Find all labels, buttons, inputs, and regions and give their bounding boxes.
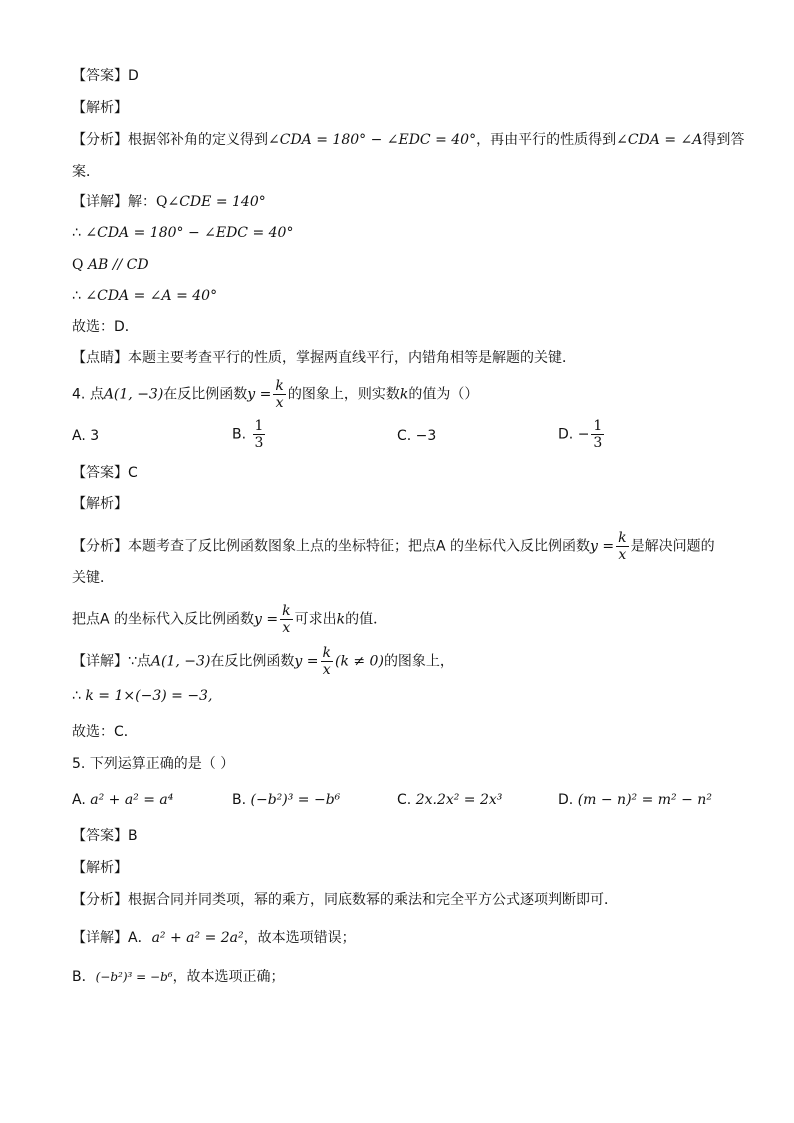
- answer-value: C: [128, 465, 138, 481]
- option-label: B．: [72, 969, 96, 985]
- q5-line-b: [72, 967, 285, 987]
- q4-fenxi-cont: 关键．: [72, 570, 114, 586]
- option-label: D.: [558, 792, 574, 808]
- frac-den: x: [282, 620, 291, 636]
- q3-fenxi-cont: 案．: [72, 164, 100, 180]
- point-a: A(1, −3): [103, 386, 164, 403]
- q5-analysis-label: 【解析】: [72, 860, 128, 876]
- fraction-k-over-x: [280, 603, 292, 636]
- question-number: 4.: [72, 386, 86, 403]
- line2-text-2: 可求出: [294, 611, 337, 628]
- q3-step2-line: [72, 223, 293, 243]
- line-b-text: ，故本选项正确；: [172, 969, 285, 985]
- option-math: 2x.2x² = 2x³: [415, 792, 503, 808]
- frac-num: 1: [593, 418, 603, 434]
- q4-option-b: [232, 418, 267, 451]
- line2-text: 把点A 的坐标代入反比例函数: [72, 611, 255, 628]
- q4-conclusion: 故选：C．: [72, 724, 138, 740]
- minus-sign: −: [577, 426, 590, 443]
- answer-tag: 【答案】: [72, 68, 128, 84]
- xiangjie-text: ∵点: [128, 653, 151, 670]
- fenxi-text-3: 得到答: [702, 132, 745, 148]
- q3-xiangjie-line: [72, 192, 266, 212]
- option-label: B.: [232, 426, 247, 443]
- step-3: AB // CD: [87, 257, 149, 273]
- condition: (k ≠ 0): [334, 653, 384, 670]
- answer-value: B: [128, 828, 138, 844]
- q5-option-d: [558, 790, 712, 810]
- q4-option-d: [558, 418, 606, 451]
- frac-den: x: [275, 395, 284, 411]
- xiangjie-tag: 【详解】: [72, 194, 128, 210]
- y-eq: y =: [254, 611, 279, 628]
- option-math: (m − n)² = m² − n²: [577, 792, 712, 808]
- q3-dianjing-line: [72, 348, 576, 368]
- fenxi-math-1: ∠CDA = 180° − ∠EDC = 40°: [268, 132, 477, 148]
- because-glyph: Q: [156, 194, 168, 210]
- q3-conclusion: 故选：D．: [72, 319, 139, 335]
- question-number: 5.: [72, 756, 86, 772]
- point-a: A(1, −3): [150, 653, 211, 670]
- frac-num: 1: [254, 418, 264, 434]
- dianjing-text: 本题主要考查平行的性质，掌握两直线平行，内错角相等是解题的关键．: [128, 350, 576, 366]
- frac-den: x: [322, 662, 331, 678]
- q5-option-c: [397, 790, 502, 810]
- because-glyph: Q: [72, 257, 84, 273]
- q5-fenxi-line: [72, 890, 618, 910]
- frac-den: x: [618, 547, 627, 563]
- step-2: ∠CDA = 180° − ∠EDC = 40°: [85, 225, 294, 241]
- q5-answer-line: [72, 826, 138, 846]
- xiangjie-text: A．: [128, 930, 152, 946]
- fenxi-math-2: ∠CDA = ∠A: [616, 132, 703, 148]
- y-eq: y =: [590, 538, 615, 555]
- xiangjie-text: 解：: [128, 194, 156, 210]
- therefore-symbol: ∴: [72, 688, 81, 704]
- xiangjie-text-2: ，故本选项错误；: [243, 930, 356, 946]
- fenxi-text: 根据合同并同类项，幂的乘方，同底数幂的乘法和完全平方公式逐项判断即可．: [128, 892, 618, 908]
- option-math: (−b²)³ = −b⁶: [250, 792, 341, 808]
- fraction-one-third: [591, 418, 604, 451]
- option-label: A.: [72, 792, 86, 808]
- fenxi-tag: 【分析】: [72, 538, 128, 555]
- var-k: k: [399, 386, 409, 403]
- fraction-k-over-x: [616, 530, 628, 563]
- q5-xiangjie-line: [72, 928, 356, 948]
- q4-option-a: A. 3: [72, 428, 100, 444]
- xiangjie-text-3: 的图象上，: [383, 653, 454, 670]
- fraction-one-third: [253, 418, 266, 451]
- step-1: k = 1×(−3) = −3,: [85, 688, 213, 704]
- answer-value: D: [128, 68, 139, 84]
- frac-num: k: [275, 378, 284, 394]
- stem-text-2: 在反比例函数: [163, 386, 248, 403]
- fenxi-text: 根据邻补角的定义得到: [128, 132, 268, 148]
- stem-text-3: 的图象上，则实数: [287, 386, 400, 403]
- frac-num: k: [322, 645, 331, 661]
- q4-answer-line: [72, 463, 138, 483]
- q3-fenxi-line: [72, 130, 744, 150]
- q3-analysis-label: 【解析】: [72, 100, 128, 116]
- xiangjie-text-2: 在反比例函数: [210, 653, 295, 670]
- dianjing-tag: 【点睛】: [72, 350, 128, 366]
- q4-step1-line: [72, 686, 212, 706]
- q3-step3-line: [72, 255, 149, 275]
- option-math: a² + a² = a⁴: [90, 792, 174, 808]
- q4-stem: [72, 378, 478, 411]
- fenxi-text-2: 是解决问题的: [630, 538, 715, 555]
- q4-option-c: C. −3: [397, 428, 437, 444]
- option-label: D.: [558, 426, 574, 443]
- q5-option-b: [232, 790, 340, 810]
- option-label: C.: [397, 792, 412, 808]
- q3-step4-line: [72, 286, 217, 306]
- frac-num: k: [618, 530, 627, 546]
- answer-tag: 【答案】: [72, 465, 128, 481]
- stem-text-4: 的值为（）: [408, 386, 479, 403]
- fraction-k-over-x: [321, 645, 333, 678]
- frac-den: 3: [254, 435, 264, 451]
- xiangjie-tag: 【详解】: [72, 930, 128, 946]
- frac-num: k: [282, 603, 291, 619]
- stem-text: 点: [89, 386, 104, 403]
- q4-xiangjie-line: [72, 645, 454, 678]
- frac-den: 3: [593, 435, 603, 451]
- y-eq: y =: [294, 653, 319, 670]
- q5-stem: [72, 754, 234, 774]
- y-eq: y =: [247, 386, 272, 403]
- fraction-k-over-x: [273, 378, 285, 411]
- line-b-math: (−b²)³ = −b⁶: [95, 970, 173, 984]
- therefore-symbol: ∴: [72, 288, 81, 304]
- var-k: k: [336, 611, 346, 628]
- answer-tag: 【答案】: [72, 828, 128, 844]
- line2-text-3: 的值．: [345, 611, 388, 628]
- fenxi-tag: 【分析】: [72, 132, 128, 148]
- q4-line2: [72, 603, 387, 636]
- fenxi-text-2: ，再由平行的性质得到: [476, 132, 617, 148]
- option-label: B.: [232, 792, 247, 808]
- xiangjie-tag: 【详解】: [72, 653, 128, 670]
- stem-text: 下列运算正确的是（ ）: [89, 756, 235, 772]
- step-4: ∠CDA = ∠A = 40°: [85, 288, 218, 304]
- fenxi-tag: 【分析】: [72, 892, 128, 908]
- q4-analysis-label: 【解析】: [72, 496, 128, 512]
- step-1: ∠CDE = 140°: [167, 194, 266, 210]
- q5-option-a: [72, 790, 173, 810]
- therefore-symbol: ∴: [72, 225, 81, 241]
- fenxi-text: 本题考查了反比例函数图象上点的坐标特征；把点A 的坐标代入反比例函数: [128, 538, 591, 555]
- q3-answer-line: [72, 66, 139, 86]
- q4-fenxi-line: [72, 530, 715, 563]
- xiangjie-math: a² + a² = 2a²: [151, 930, 244, 946]
